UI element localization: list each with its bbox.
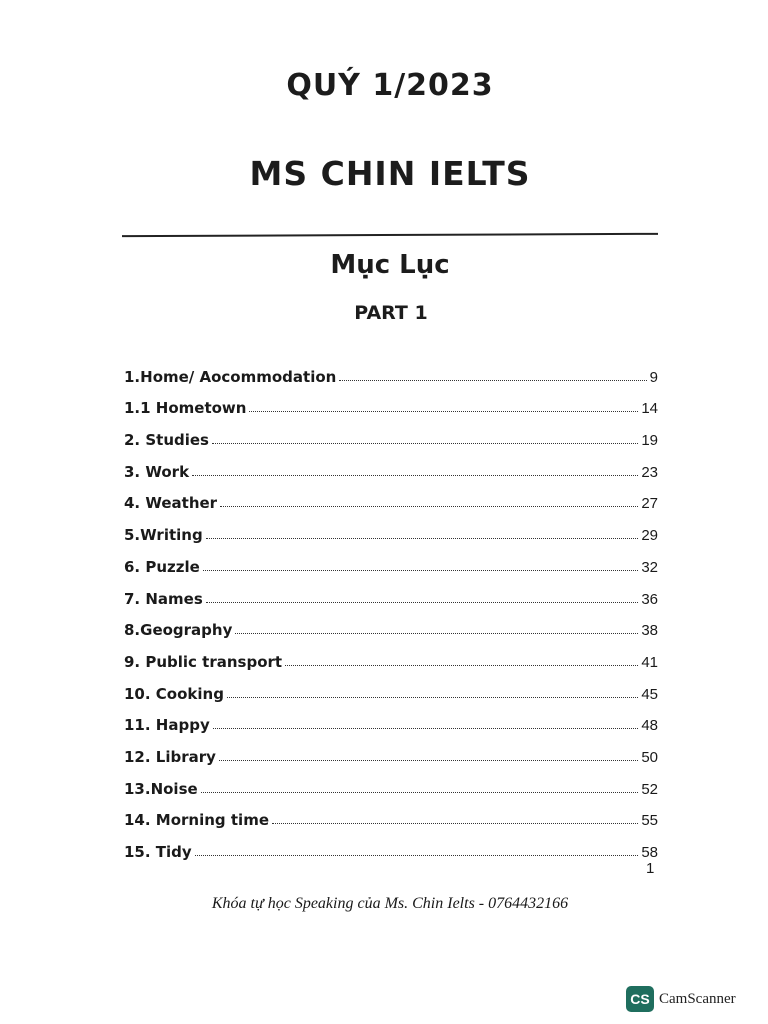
toc-leader [220,505,638,507]
toc-label: 11. Happy [124,716,210,735]
toc-label: 4. Weather [124,494,218,513]
toc-leader [203,569,639,571]
toc-row [124,703,658,735]
toc-page: 48 [641,717,658,735]
toc-leader [249,410,638,412]
toc-row [124,354,658,386]
toc-row [124,512,658,544]
toc-label: 10. Cooking [124,684,224,703]
toc-page: 14 [641,400,658,418]
toc-row [124,639,658,671]
toc-page: 36 [641,590,658,608]
camscanner-text: CamScanner [659,990,736,1007]
toc-row [124,798,658,830]
toc-label: 3. Work [124,462,190,481]
toc-page: 50 [641,748,658,766]
toc-label: 12. Library [124,747,216,766]
toc-row [124,734,658,766]
footer-text: Khóa tự học Speaking của Ms. Chin Ielts - 0764432166 [211,895,569,912]
divider [122,233,658,237]
toc-row [124,449,658,481]
toc-page: 9 [649,368,658,386]
toc-page: 27 [641,495,658,513]
toc-page: 52 [641,780,658,798]
toc-page: 29 [641,527,658,545]
toc-page: 38 [641,622,658,640]
page-number: 1 [646,860,655,877]
toc-heading: Mục Lục [330,250,450,280]
toc-page: 23 [641,463,658,481]
toc-row [124,671,658,703]
toc-row [124,386,658,418]
toc-label: 7. Names [124,589,203,608]
toc-leader [339,379,646,381]
toc-label: 1.Home/ Aocommodation [124,367,337,386]
toc-leader [206,601,639,603]
toc-leader [219,759,638,761]
toc-label: 9. Public transport [124,652,283,671]
toc-page: 55 [641,812,658,830]
toc-label: 2. Studies [124,431,209,450]
toc-leader [195,854,639,856]
toc-row [124,481,658,513]
toc-page: 41 [641,653,658,671]
toc-label: 1.1 Hometown [124,399,247,418]
toc-leader [213,727,639,729]
toc-row [124,608,658,640]
toc-leader [192,474,638,476]
toc-label: 15. Tidy [124,843,192,861]
toc-leader [212,442,638,444]
toc-label: 14. Morning time [124,811,269,830]
camscanner-watermark [626,986,736,1012]
toc-row [124,766,658,798]
toc-leader [272,822,638,824]
toc-leader [235,632,638,634]
camscanner-logo-icon: CS [626,986,654,1012]
toc-row [124,417,658,449]
toc-leader [227,696,638,698]
toc-label: 5.Writing [124,526,203,545]
toc-row [124,829,658,861]
toc-page: 32 [641,558,658,576]
title-brand: MS CHIN IELTS [249,154,531,193]
part-heading: PART 1 [354,302,428,324]
table-of-contents [124,354,658,861]
toc-label: 6. Puzzle [124,557,200,576]
toc-leader [285,664,638,666]
toc-label: 13.Noise [124,779,198,798]
toc-page: 58 [641,844,658,861]
toc-row [124,544,658,576]
toc-page: 45 [641,685,658,703]
toc-label: 8.Geography [124,621,233,640]
toc-page: 19 [641,432,658,450]
toc-row [124,576,658,608]
title-quarter: QUÝ 1/2023 [286,68,494,103]
toc-leader [201,791,639,793]
toc-leader [206,537,639,539]
